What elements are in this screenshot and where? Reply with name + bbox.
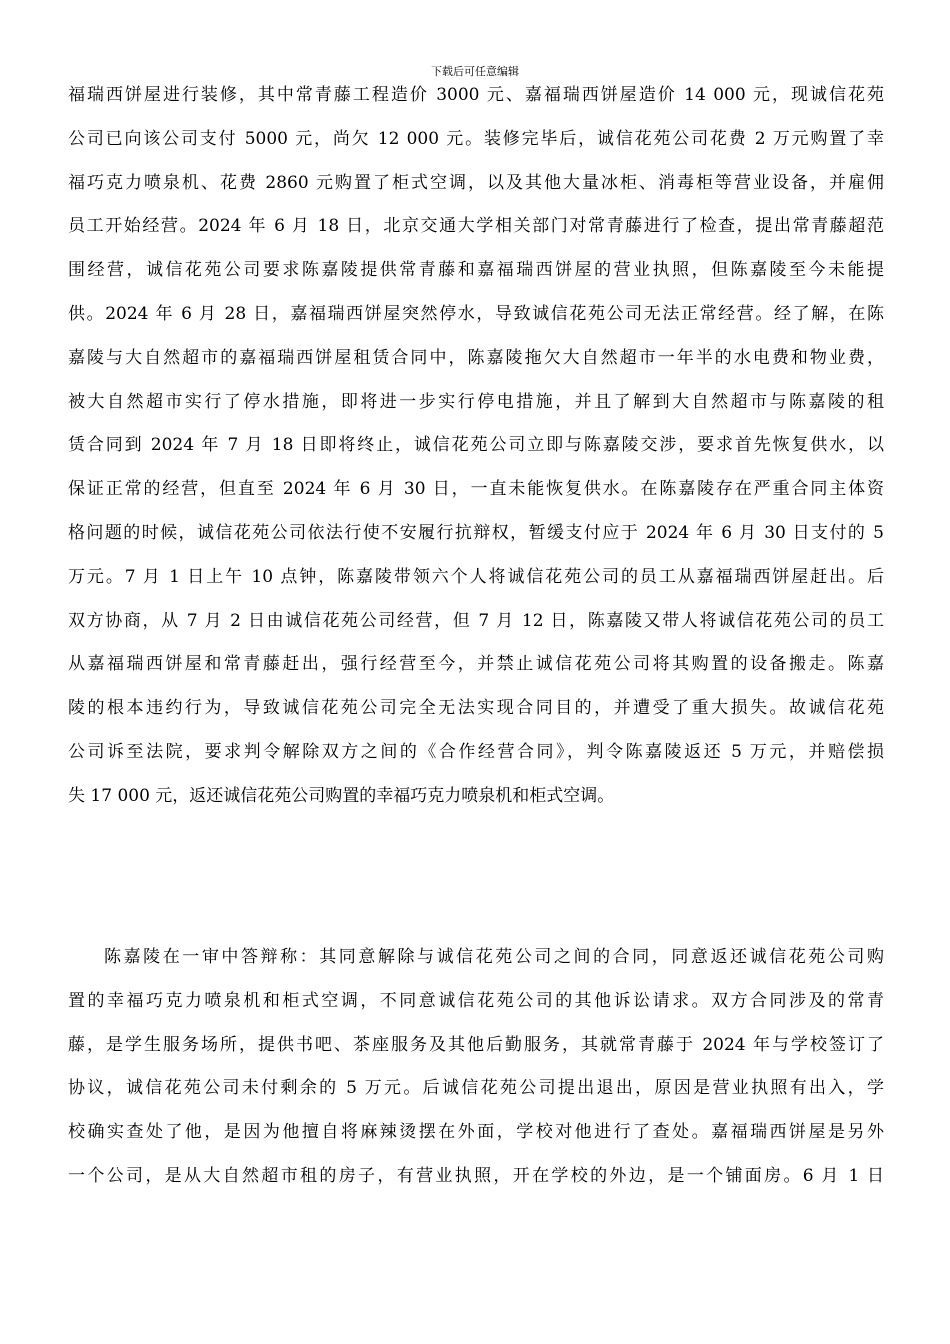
text-line: 置的幸福巧克力喷泉机和柜式空调，不同意诚信花苑公司的其他诉讼请求。双方合同涉及的常青 bbox=[68, 990, 884, 1011]
text-line: 从嘉福瑞西饼屋和常青藤赶出，强行经营至今，并禁止诚信花苑公司将其购置的设备搬走。陈嘉 bbox=[68, 654, 884, 675]
text-line: 员工开始经营。2024 年 6 月 18 日，北京交通大学相关部门对常青藤进行了检查，提出常青藤超范 bbox=[68, 216, 884, 237]
text-line: 保证正常的经营，但直至 2024 年 6 月 30 日，一直未能恢复供水。在陈嘉陵存在严重合同主体资 bbox=[68, 479, 884, 500]
text-line: 赁合同到 2024 年 7 月 18 日即将终止，诚信花苑公司立即与陈嘉陵交涉，要求首先恢复供水，以 bbox=[68, 435, 884, 456]
text-line: 失 17 000 元，返还诚信花苑公司购置的幸福巧克力喷泉机和柜式空调。 bbox=[68, 785, 615, 806]
text-line: 福瑞西饼屋进行装修，其中常青藤工程造价 3000 元、嘉福瑞西饼屋造价 14 000 元，现诚信花苑 bbox=[68, 85, 884, 105]
text-line: 公司已向该公司支付 5000 元，尚欠 12 000 元。装修完毕后，诚信花苑公司花费 2 万元购置了幸 bbox=[68, 128, 884, 149]
text-line: 藤，是学生服务场所，提供书吧、茶座服务及其他后勤服务，其就常青藤于 2024 年与学校签订了 bbox=[68, 1034, 884, 1055]
text-line: 双方协商，从 7 月 2 日由诚信花苑公司经营，但 7 月 12 日，陈嘉陵又带人将诚信花苑公司的员工 bbox=[68, 610, 884, 631]
paragraph-1 bbox=[68, 80, 884, 825]
text-line: 陵的根本违约行为，导致诚信花苑公司完全无法实现合同目的，并遭受了重大损失。故诚信花苑 bbox=[68, 698, 884, 719]
text-line: 被大自然超市实行了停水措施，即将进一步实行停电措施，并且了解到大自然超市与陈嘉陵的租 bbox=[68, 391, 884, 412]
text-line: 陈嘉陵在一审中答辩称：其同意解除与诚信花苑公司之间的合同，同意返还诚信花苑公司购 bbox=[104, 947, 884, 967]
text-line: 公司诉至法院，要求判令解除双方之间的《合作经营合同》，判令陈嘉陵返还 5 万元，并赔偿损 bbox=[68, 741, 884, 762]
download-edit-note: 下载后可任意编辑 bbox=[431, 65, 519, 78]
text-line: 万元。7 月 1 日上午 10 点钟，陈嘉陵带领六个人将诚信花苑公司的员工从嘉福瑞西饼屋赶出。后 bbox=[68, 566, 884, 587]
text-line: 围经营，诚信花苑公司要求陈嘉陵提供常青藤和嘉福瑞西饼屋的营业执照，但陈嘉陵至今未能提 bbox=[68, 260, 884, 281]
text-line: 福巧克力喷泉机、花费 2860 元购置了柜式空调，以及其他大量冰柜、消毒柜等营业设备，并雇佣 bbox=[68, 172, 884, 193]
text-line: 供。2024 年 6 月 28 日，嘉福瑞西饼屋突然停水，导致诚信花苑公司无法正常经营。经了解，在陈 bbox=[68, 303, 884, 324]
text-line: 协议，诚信花苑公司未付剩余的 5 万元。后诚信花苑公司提出退出，原因是营业执照有出入，学 bbox=[68, 1078, 884, 1099]
text-line: 校确实查处了他，是因为他擅自将麻辣烫摆在外面，学校对他进行了查处。嘉福瑞西饼屋是另外 bbox=[68, 1122, 884, 1143]
text-line: 一个公司，是从大自然超市租的房子，有营业执照，开在学校的外边，是一个铺面房。6 月 1 日 bbox=[68, 1165, 884, 1186]
paragraph-2 bbox=[68, 942, 884, 1205]
text-line: 嘉陵与大自然超市的嘉福瑞西饼屋租赁合同中，陈嘉陵拖欠大自然超市一年半的水电费和物业费， bbox=[68, 347, 884, 368]
text-line: 格问题的时候，诚信花苑公司依法行使不安履行抗辩权，暂缓支付应于 2024 年 6 月 30 日支付的 5 bbox=[68, 522, 884, 543]
